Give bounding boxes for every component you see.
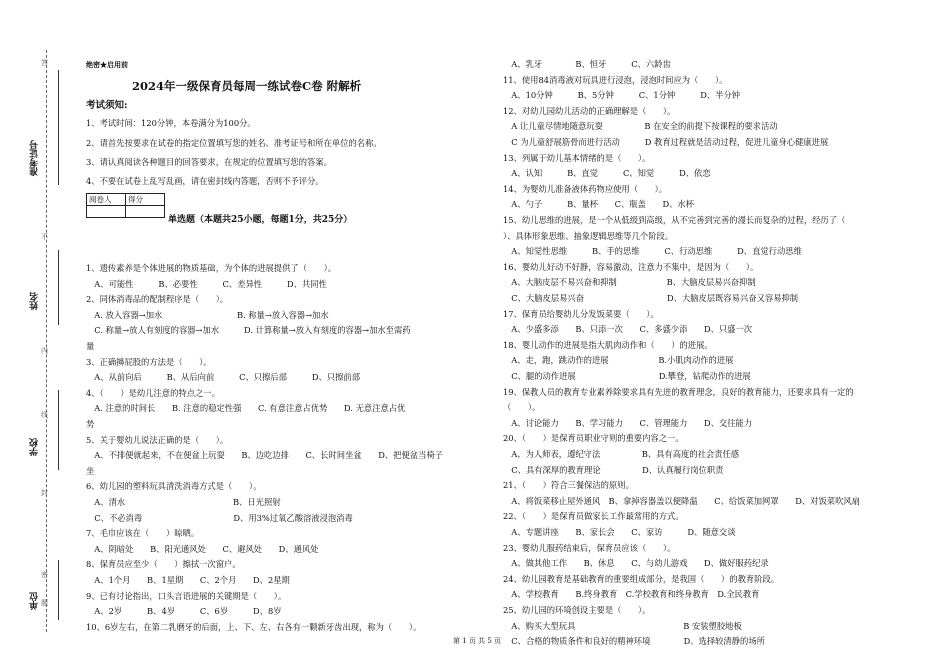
question-line: A、知觉性思维 B、手的思维 C、行动思维 D、直觉行动思维 bbox=[503, 246, 802, 257]
question-line: 5、关于婴幼儿说法正确的是（ ）。 bbox=[86, 434, 229, 445]
question-line: C、不必消毒 D、用3%过氧乙酸溶液浸泡消毒 bbox=[86, 512, 353, 523]
question-line: A、10分钟 B、5分钟 C、1分钟 D、半分钟 bbox=[503, 90, 741, 101]
question-line: A、可能性 B、必要性 C、差异性 D、共同性 bbox=[86, 278, 327, 289]
score-table bbox=[86, 193, 165, 218]
score-blank bbox=[126, 206, 165, 218]
question-line: A、不排便就起来，不在便盆上玩耍 B、边吃边排 C、长时间坐盆 D、把便盆当椅子 bbox=[86, 450, 443, 461]
question-line: A 让儿童尽情地随意玩耍 B 在安全的前提下按课程的要求活动 bbox=[503, 121, 778, 132]
question-line: C、腿的动作进展 D.攀登，钻爬动作的进展 bbox=[503, 371, 751, 381]
unit-label: 单位 bbox=[30, 592, 40, 610]
seal-char: 线 bbox=[41, 411, 48, 419]
question-line: 17、保育员给婴幼儿分发饭菜要（ ）。 bbox=[503, 308, 659, 319]
score-cell: 得分 bbox=[126, 194, 165, 206]
question-line: A、阴暗处 B、阳光通风处 C、避风处 D、通风处 bbox=[86, 543, 319, 554]
question-line: 13、列属于幼儿基本情绪的是（ ）。 bbox=[503, 152, 651, 163]
question-line: 1、遗传素养是个体进展的物质基础，为个体的进展提供了（ ）。 bbox=[86, 263, 337, 273]
question-line: 2、同体消毒品的配制程序是（ ）。 bbox=[86, 294, 229, 305]
question-line: 7、毛巾应该在（ ）晾晒。 bbox=[86, 528, 200, 539]
question-line: A、1个月 B、1星期 C、2个月 D、2星期 bbox=[86, 575, 290, 585]
section-heading: 单选题（本题共25小题，每题1分，共25分） bbox=[168, 215, 353, 225]
grader-blank bbox=[87, 206, 126, 218]
question-line: 20、（ ）是保育员职业守则的重要内容之一。 bbox=[503, 433, 684, 444]
question-line: 6、幼儿园的塑料玩具清洗消毒方式是（ ）。 bbox=[86, 481, 262, 492]
question-line: A、购买大型玩具 B 安装塑胶地板 bbox=[503, 620, 742, 631]
question-line: A、学校教育 B.终身教育 C.学校教育和终身教育 D.全民教育 bbox=[503, 589, 760, 600]
notice-item: 2、请首先按要求在试卷的指定位置填写您的姓名、准考证号和所在单位的名称。 bbox=[86, 138, 382, 148]
exam-number-blank bbox=[58, 70, 59, 185]
question-line: A. 放入容器→加水 B. 称量→放入容器→加水 bbox=[86, 309, 329, 320]
name-label: 姓名 bbox=[30, 292, 40, 310]
question-line: A、清水 B、日光照射 bbox=[86, 497, 281, 507]
question-line: C、合格的物质条件和良好的精神环境 D、选择较清静的场所 bbox=[503, 636, 765, 647]
question-line: 9、已有讨论指出，口头言语进展的关键期是（ ）。 bbox=[86, 590, 287, 601]
page-footer: 第 1 页 共 5 页 bbox=[453, 637, 502, 645]
question-line: A、为人师表，遵纪守法 B、具有高度的社会责任感 bbox=[503, 449, 740, 459]
question-line: A、从前向后 B、从后向前 C、只擦后部 D、只擦前部 bbox=[86, 372, 360, 383]
question-line: A、大脑皮层不易兴奋和抑制 B、大脑皮层易兴奋抑制 bbox=[503, 277, 756, 288]
question-line: 19、保教人员的教育专业素养除要求具有先进的教育理念，良好的教育能力，还要求具有一定的 bbox=[503, 386, 854, 397]
question-line: 25、幼儿园的环境创设主要是（ ）。 bbox=[503, 605, 651, 615]
question-line: 11、使用84消毒液对玩具进行浸泡，浸泡时间应为（ ）。 bbox=[503, 74, 728, 85]
question-line: A、走，跑，跳动作的进展 B.小肌肉动作的进展 bbox=[503, 355, 734, 366]
question-line: ）、具体形象思维、抽象逻辑思维等几个阶段。 bbox=[503, 230, 674, 241]
notice-item: 4、不要在试卷上乱写乱画，请在密封线内答题，否则不予评分。 bbox=[86, 176, 324, 186]
seal-char: 封 bbox=[41, 489, 48, 497]
question-line: C. 称量→放人有刻度的容器→加水 D. 计算称量→放入有刻度的容器→加水至需药 bbox=[86, 325, 411, 336]
question-line: 14、为婴幼儿准备液体药物应使用（ ）。 bbox=[503, 183, 668, 194]
question-line: A、讨论能力 B、学习能力 C、管理能力 D、交往能力 bbox=[503, 417, 753, 428]
question-line: 坐 bbox=[86, 465, 95, 476]
notice-item: 3、请认真阅读各种题目的回答要求，在规定的位置填写您的答案。 bbox=[86, 157, 332, 167]
question-line: 10、6岁左右，在第二乳磨牙的后面，上、下、左、右各有一颗新牙齿出现，称为（ ）。 bbox=[86, 621, 422, 632]
seal-char: 答 bbox=[41, 59, 48, 67]
school-blank bbox=[58, 390, 59, 470]
question-line: 21、（ ）符合三餐保洁的原则。 bbox=[503, 480, 634, 491]
question-line: （ ）。 bbox=[503, 402, 541, 413]
question-line: 24、幼儿园教育是基础教育的重要组成部分，是我国（ ）的教育阶段。 bbox=[503, 573, 780, 584]
school-label: 学校 bbox=[30, 438, 40, 456]
question-line: A、认知 B、直觉 C、知觉 D、依恋 bbox=[503, 168, 711, 179]
question-line: 18、婴儿动作的进展是指大肌肉动作和（ ）的进展。 bbox=[503, 339, 713, 350]
question-line: A、2岁 B、4岁 C、6岁 D、8岁 bbox=[86, 606, 282, 617]
question-line: 15、幼儿思维的进展，是一个从低级到高级，从不完善到完善的漫长而复杂的过程，经历了（ bbox=[503, 215, 846, 225]
question-line: 16、婴幼儿好动不好静，容易激动，注意力不集中，是因为（ ）。 bbox=[503, 261, 759, 272]
question-line: 23、婴幼儿服药结束后，保育员应该（ ）。 bbox=[503, 542, 676, 553]
question-line: 8、保育员应至少（ ）擦拭一次窗户。 bbox=[86, 559, 241, 570]
seal-char: 密 bbox=[41, 571, 48, 579]
question-line: 22、（ ）是保育员做家长工作最常用的方式。 bbox=[503, 511, 684, 522]
seal-char: 题 bbox=[41, 599, 48, 607]
secret-note: 绝密★启用前 bbox=[86, 60, 128, 69]
seal-line bbox=[46, 50, 47, 632]
paper-title: 2024年一级保育员每周一练试卷C卷 附解析 bbox=[132, 79, 362, 93]
question-line: C、大脑皮层易兴奋 D、大脑皮层既容易兴奋又容易抑制 bbox=[503, 293, 799, 303]
question-line: A、做其他工作 B、休息 C、与幼儿游戏 D、做好服药纪录 bbox=[503, 558, 769, 569]
question-line: C 为儿童舒展筋骨而进行活动 D 教育过程就是活动过程，促进儿童身心健康进展 bbox=[503, 137, 829, 147]
question-line: 势 bbox=[86, 419, 95, 429]
question-line: A、将饭菜移止屋外通风 B、拿掉容器盖以便降温 C、给饭菜加网罩 D、对饭菜吹风扇 bbox=[503, 495, 860, 506]
question-line: A、乳牙 B、恒牙 C、六龄齿 bbox=[503, 59, 671, 69]
question-line: A、少盛多添 B、只添一次 C、多盛少添 D、只盛一次 bbox=[503, 324, 753, 335]
question-line: A. 注意的时间长 B. 注意的稳定性强 C. 有意注意占优势 D. 无意注意占优 bbox=[86, 403, 406, 414]
binding-margin bbox=[0, 0, 62, 671]
unit-blank bbox=[58, 560, 59, 620]
question-line: C、具有深厚的教育理论 D、认真履行岗位职责 bbox=[503, 464, 724, 475]
exam-number-label: 准考证号 bbox=[30, 140, 40, 176]
question-line: 量 bbox=[86, 341, 95, 351]
name-blank bbox=[58, 250, 59, 325]
question-line: 4、（ ）是幼儿注意的特点之一。 bbox=[86, 387, 220, 398]
question-line: 3、正确擤屁股的方法是（ ）。 bbox=[86, 356, 212, 367]
seal-char: 不 bbox=[41, 233, 48, 241]
notice-heading: 考试须知: bbox=[86, 100, 128, 111]
notice-item: 1、考试时间：120分钟，本卷满分为100分。 bbox=[86, 118, 256, 128]
question-line: 12、对幼儿园幼儿活动的正确理解是（ ）。 bbox=[503, 105, 676, 116]
question-line: A、专题讲座 B、家长会 C、家访 D、随意交谈 bbox=[503, 527, 736, 537]
grader-cell: 阅卷人 bbox=[87, 194, 126, 206]
question-line: A、勺子 B、量杯 C、瓶盖 D、水杯 bbox=[503, 199, 695, 210]
seal-char: 内 bbox=[41, 347, 48, 355]
